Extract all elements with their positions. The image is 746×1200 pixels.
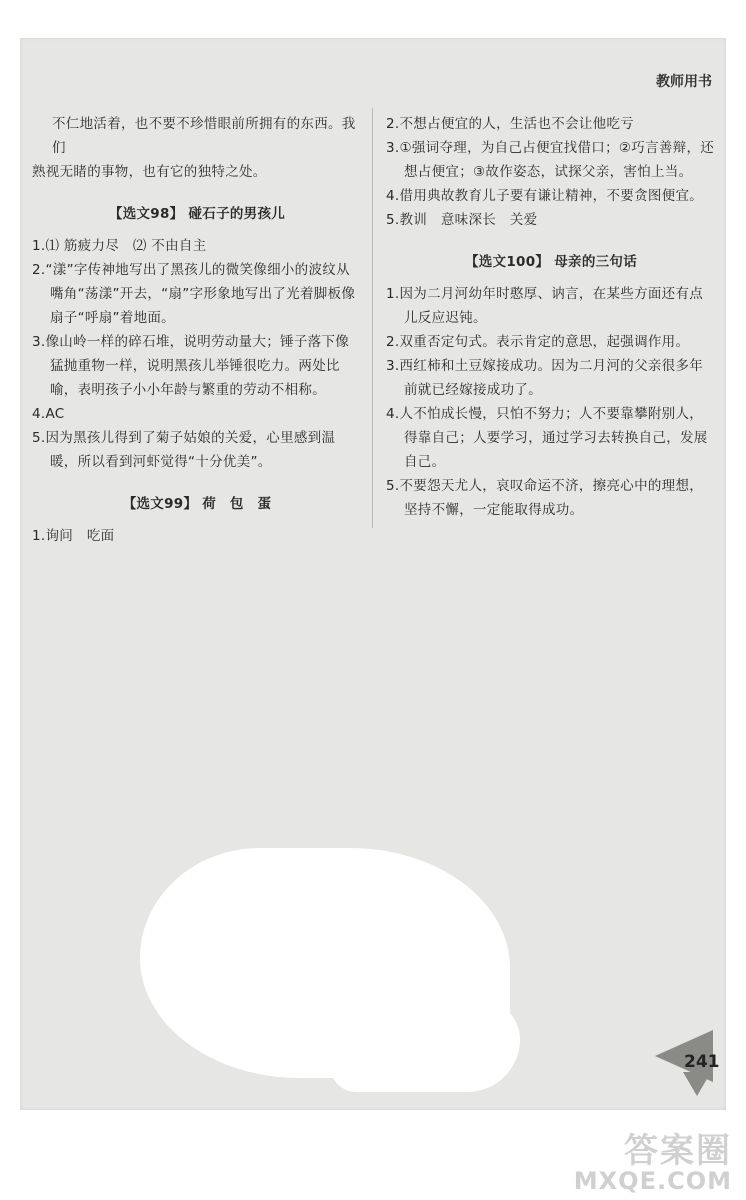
answer-item: 5.教训 意味深长 关爱 bbox=[386, 212, 538, 228]
watermark-line: 答案圈 bbox=[624, 1131, 732, 1171]
answer-item: 3.①强词夺理，为自己占便宜找借口；②巧言善辩，还想占便宜；③故作姿态，试探父亲，害怕上当。 bbox=[386, 140, 715, 180]
answer-item: 3.像山岭一样的碎石堆，说明劳动量大；锤子落下像猛抛重物一样，说明黑孩儿举锤很吃力。两处比喻，表明孩子小小年龄与繁重的劳动不相称。 bbox=[32, 334, 350, 398]
section-name: 母亲的三句话 bbox=[554, 254, 638, 270]
intro-line: 熟视无睹的事物，也有它的独特之处。 bbox=[32, 164, 267, 180]
right-column bbox=[386, 112, 716, 522]
section-title-100 bbox=[386, 250, 716, 274]
column-divider bbox=[372, 108, 373, 528]
answer-item: 4.AC bbox=[32, 406, 65, 422]
answer-item: 5.不要怨天尤人，哀叹命运不济，擦亮心中的理想，坚持不懈，一定能取得成功。 bbox=[386, 478, 704, 518]
section-title-98 bbox=[32, 202, 362, 226]
section-tag: 【选文98】 bbox=[108, 206, 184, 222]
page-number-tail-icon bbox=[683, 1072, 711, 1096]
answer-item: 1.⑴ 筋疲力尽 ⑵ 不由自主 bbox=[32, 238, 207, 254]
section-tag: 【选文99】 bbox=[122, 496, 198, 512]
intro-line: 不仁地活着，也不要不珍惜眼前所拥有的东西。我们 bbox=[52, 116, 356, 156]
answer-item: 5.因为黑孩儿得到了菊子姑娘的关爱，心里感到温暖，所以看到河虾觉得“十分优美”。 bbox=[32, 430, 336, 470]
watermark-logo bbox=[573, 1131, 732, 1196]
section-tag: 【选文100】 bbox=[464, 254, 550, 270]
answer-item: 2.双重否定句式。表示肯定的意思，起强调作用。 bbox=[386, 334, 690, 350]
answer-item: 1.因为二月河幼年时憨厚、讷言，在某些方面还有点儿反应迟钝。 bbox=[386, 286, 704, 326]
page-number: 241 bbox=[684, 1052, 720, 1072]
section-title-99 bbox=[32, 492, 362, 516]
answer-item: 4.人不怕成长慢，只怕不努力；人不要靠攀附别人，得靠自己；人要学习，通过学习去转换自己，发展自己。 bbox=[386, 406, 708, 470]
answer-item: 3.西红柿和土豆嫁接成功。因为二月河的父亲很多年前就已经嫁接成功了。 bbox=[386, 358, 704, 398]
erased-region bbox=[330, 1000, 520, 1092]
watermark-url: MXQE.COM bbox=[573, 1167, 732, 1195]
answer-item: 2.不想占便宜的人，生活也不会让他吃亏 bbox=[386, 116, 635, 132]
answer-item: 1.询问 吃面 bbox=[32, 528, 115, 544]
left-column bbox=[32, 112, 362, 548]
header-label: 教师用书 bbox=[656, 74, 712, 90]
section-name: 碰石子的男孩儿 bbox=[188, 206, 286, 222]
answer-item: 4.借用典故教育儿子要有谦让精神，不要贪图便宜。 bbox=[386, 188, 704, 204]
section-name: 荷 包 蛋 bbox=[202, 496, 272, 512]
answer-item: 2.“漾”字传神地写出了黑孩儿的微笑像细小的波纹从嘴角“荡漾”开去，“扇”字形象地写出了光着脚板像扇子“呼扇”着地面。 bbox=[32, 262, 356, 326]
